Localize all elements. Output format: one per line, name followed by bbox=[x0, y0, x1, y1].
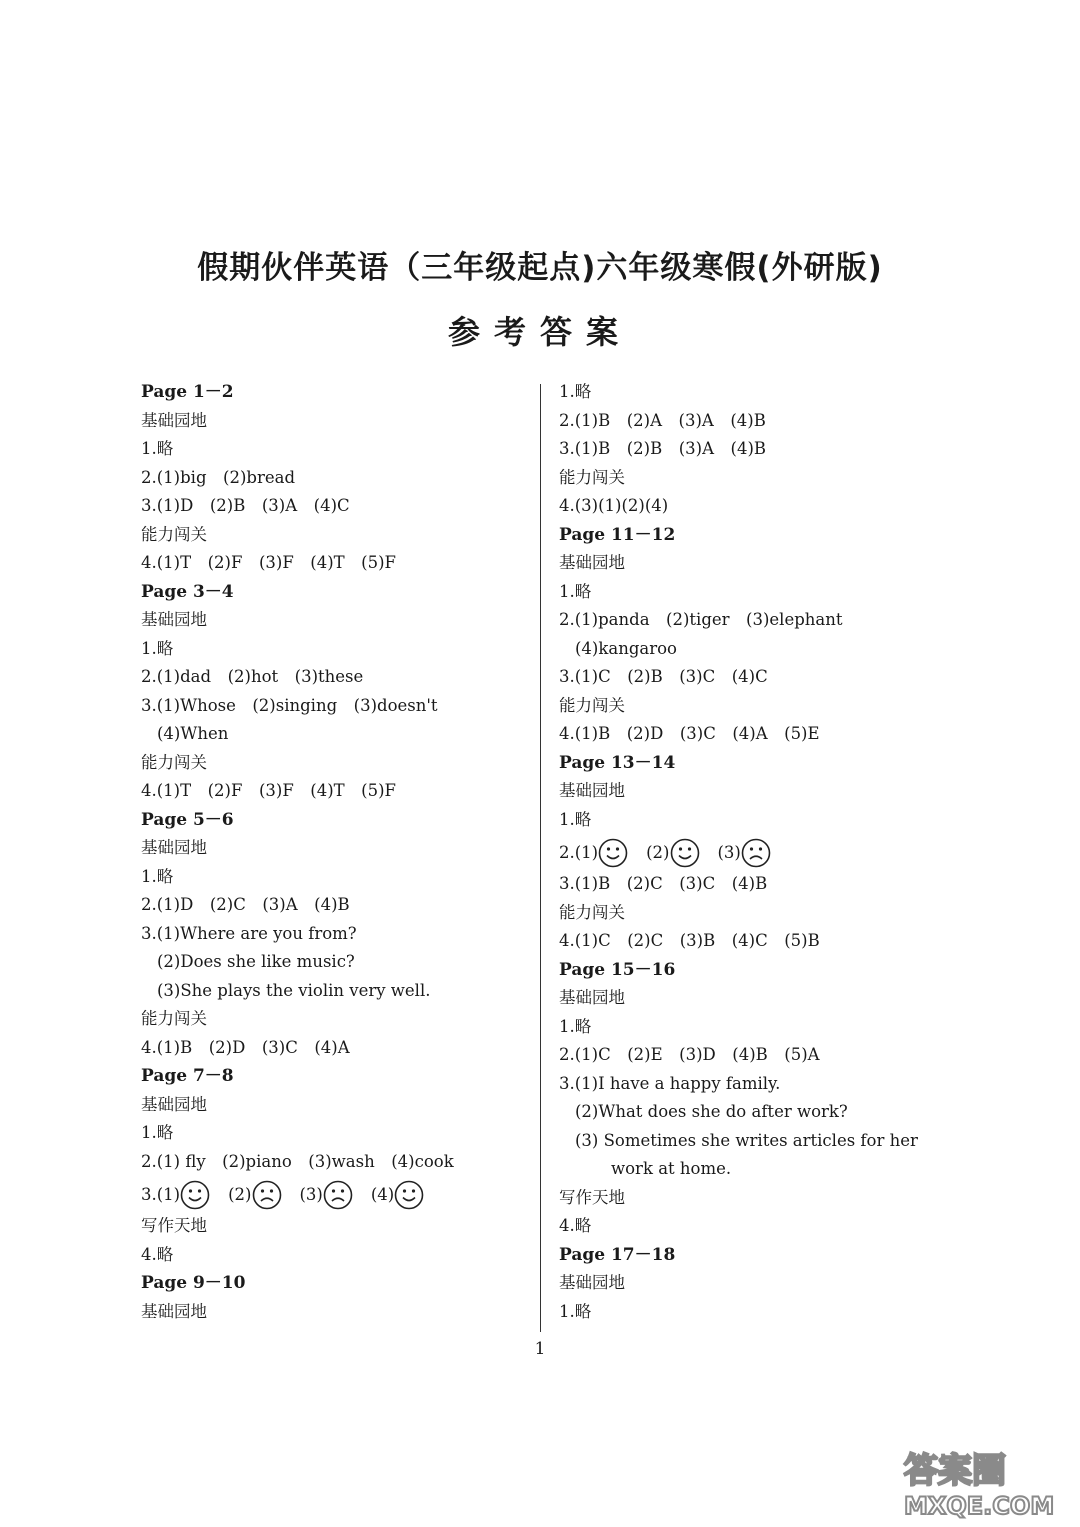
section-heading: 写作天地 bbox=[559, 1187, 625, 1207]
smiley-face-icon bbox=[394, 1180, 424, 1210]
answer-line: 1.略 bbox=[141, 866, 174, 886]
answer-line: 4.略 bbox=[559, 1216, 592, 1235]
answer-line: 2.(1)B (2)A (3)A (4)B bbox=[559, 410, 766, 430]
sad-face-icon bbox=[741, 838, 771, 868]
answer-line: 4.(3)(1)(2)(4) bbox=[559, 496, 669, 515]
page-heading: Page 7－8 bbox=[141, 1066, 234, 1086]
sad-face-icon bbox=[323, 1180, 353, 1210]
section-heading: 基础园地 bbox=[141, 410, 207, 430]
section-heading: 能力闯关 bbox=[559, 467, 625, 487]
answer-line: 3.(1)C (2)B (3)C (4)C bbox=[559, 667, 768, 686]
answer-line: 1.略 bbox=[559, 581, 592, 601]
section-heading: 基础园地 bbox=[559, 1273, 625, 1292]
answer-line: 2.(1)C (2)E (3)D (4)B (5)A bbox=[559, 1045, 820, 1064]
face-label: (2) bbox=[228, 1184, 252, 1204]
answer-line: 4.(1)C (2)C (3)B (4)C (5)B bbox=[559, 931, 820, 950]
answer-line: 3.(1)Whose (2)singing (3)doesn't bbox=[141, 695, 438, 715]
answer-line: 2.(1)D (2)C (3)A (4)B bbox=[141, 895, 350, 914]
answer-line: 1.略 bbox=[559, 1301, 592, 1321]
answer-line: work at home. bbox=[611, 1159, 732, 1178]
page-heading: Page 1－2 bbox=[141, 382, 234, 402]
answer-line: 3.(1)I have a happy family. bbox=[559, 1073, 781, 1093]
answer-line: 1.略 bbox=[141, 638, 174, 658]
face-label: 2.(1) bbox=[559, 842, 599, 862]
answer-line: 2.(1)big (2)bread bbox=[141, 467, 296, 487]
left-column bbox=[141, 378, 531, 1326]
section-heading: 基础园地 bbox=[559, 988, 625, 1007]
document-title: 假期伙伴英语（三年级起点)六年级寒假(外研版) bbox=[197, 250, 883, 286]
section-heading: 基础园地 bbox=[141, 838, 207, 857]
smiley-face-icon bbox=[598, 838, 628, 868]
section-heading: 基础园地 bbox=[559, 781, 625, 800]
answer-line: 4.略 bbox=[141, 1244, 174, 1264]
face-label: (2) bbox=[646, 842, 670, 862]
answer-line: 1.略 bbox=[141, 1123, 174, 1142]
watermark-text: MXQE.COM bbox=[904, 1492, 1055, 1520]
page-heading: Page 5－6 bbox=[141, 809, 234, 830]
section-heading: 基础园地 bbox=[141, 1094, 207, 1114]
sad-face-icon bbox=[252, 1180, 282, 1210]
answer-line: 3.(1)B (2)B (3)A (4)B bbox=[559, 439, 767, 458]
face-label: (4) bbox=[370, 1184, 395, 1204]
answer-line: (4)kangaroo bbox=[575, 638, 677, 658]
section-heading: 能力闯关 bbox=[559, 902, 625, 922]
answer-line: (3) Sometimes she writes articles for her bbox=[575, 1130, 918, 1150]
section-heading: 能力闯关 bbox=[559, 695, 625, 715]
page-heading: Page 11－12 bbox=[559, 524, 676, 545]
answer-line: 1.略 bbox=[141, 439, 174, 458]
section-heading: 基础园地 bbox=[141, 610, 207, 629]
answer-line: (2)Does she like music? bbox=[157, 952, 355, 971]
face-answer-line bbox=[559, 834, 959, 870]
section-heading: 写作天地 bbox=[141, 1216, 207, 1235]
answer-line: (3)She plays the violin very well. bbox=[157, 980, 431, 1000]
answer-line: (2)What does she do after work? bbox=[575, 1102, 848, 1121]
right-column bbox=[559, 378, 959, 1326]
answer-line: 2.(1)dad (2)hot (3)these bbox=[141, 667, 364, 686]
section-heading: 基础园地 bbox=[141, 1301, 207, 1321]
answer-line: 4.(1)T (2)F (3)F (4)T (5)F bbox=[141, 781, 396, 800]
page-heading: Page 15－16 bbox=[559, 959, 676, 980]
answer-line: 1.略 bbox=[559, 1016, 592, 1036]
smiley-face-icon bbox=[180, 1180, 210, 1210]
answer-line: 3.(1)D (2)B (3)A (4)C bbox=[141, 496, 350, 515]
svg-text:答案圈: 答案圈 bbox=[904, 1451, 1006, 1491]
answer-line: 3.(1)B (2)C (3)C (4)B bbox=[559, 874, 768, 893]
answer-line: 4.(1)B (2)D (3)C (4)A (5)E bbox=[559, 724, 820, 743]
column-divider bbox=[540, 384, 541, 1332]
face-label: 3.(1) bbox=[141, 1184, 181, 1204]
watermark-logo bbox=[900, 1440, 1060, 1520]
section-heading: 能力闯关 bbox=[141, 524, 207, 544]
answer-line: 3.(1)Where are you from? bbox=[141, 923, 357, 943]
page-heading: Page 17－18 bbox=[559, 1244, 676, 1265]
answer-key-heading: 参考答案 bbox=[447, 313, 632, 351]
face-answer-line bbox=[141, 1176, 531, 1212]
page-heading: Page 9－10 bbox=[141, 1273, 246, 1293]
section-heading: 基础园地 bbox=[559, 553, 625, 572]
page-heading: Page 13－14 bbox=[559, 752, 676, 773]
answer-line: 4.(1)B (2)D (3)C (4)A bbox=[141, 1037, 350, 1057]
section-heading: 能力闯关 bbox=[141, 752, 207, 772]
answer-line: 1.略 bbox=[559, 382, 592, 401]
page-number: 1 bbox=[534, 1339, 546, 1359]
answer-line: (4)When bbox=[157, 724, 229, 743]
smiley-face-icon bbox=[670, 838, 700, 868]
section-heading: 能力闯关 bbox=[141, 1009, 207, 1028]
face-label: (3) bbox=[299, 1184, 323, 1204]
answer-line: 2.(1)panda (2)tiger (3)elephant bbox=[559, 610, 843, 629]
page-heading: Page 3－4 bbox=[141, 581, 234, 602]
answer-line: 2.(1) fly (2)piano (3)wash (4)cook bbox=[141, 1151, 454, 1171]
answer-line: 4.(1)T (2)F (3)F (4)T (5)F bbox=[141, 553, 396, 572]
answer-line: 1.略 bbox=[559, 809, 592, 829]
face-label: (3) bbox=[717, 842, 741, 862]
